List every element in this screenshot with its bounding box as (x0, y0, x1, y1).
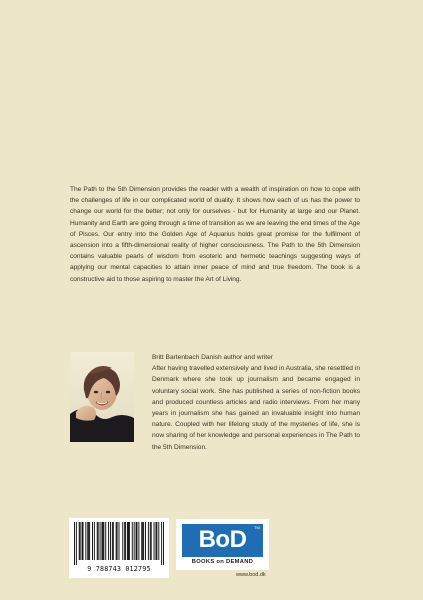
book-description (70, 184, 360, 285)
author-heading: Britt Bartenbach Danish author and writer (152, 354, 273, 361)
bod-logo-text: BoD (198, 526, 247, 553)
bod-tagline: BOOKS on DEMAND (191, 559, 254, 565)
author-bio: After having travelled extensively and lived in Australia, she resettled in Denmark where she took up journalism and became engaged in voluntary social work. She has published a series of non-fiction books and produced countless articles and radio interviews. From her many years in journalism she has gained an invaluable insight into human nature. Coupled with her lifelong study of the mysteries of life, she is now sharing of her knowledge and personal experiences in The Path to the 5th Dimension. (152, 365, 360, 451)
bod-trademark: TM (254, 525, 260, 530)
author-bio-section (152, 352, 360, 453)
description-paragraph: The Path to the 5th Dimension provides the reader with a wealth of inspiration on how to cope with the challenges of life in our complicated world of duality. It shows how each of us has the power to change our world for the better; not only for ourselves - but for Humanity at large and our Planet. Humanity and Earth are going through a time of transition as we are leaving the end times of the Age of Pisces. Our entry into the Golden Age of Aquarius holds great promise for the fulfilment of ascension into a fifth-dimensional reality of higher consciousness. The Path to the 5th Dimension contains valuable pearls of wisdom from esoteric and hermetic teachings suggesting ways of applying our mental capacities to attain inner peace of mind and true freedom. The book is a constructive aid to those aspiring to master the Art of Living. (70, 186, 360, 283)
author-portrait-image (70, 352, 134, 442)
author-photo (70, 352, 134, 442)
bod-logo-mark (182, 524, 263, 557)
isbn-barcode (69, 518, 169, 578)
barcode-bars (74, 522, 164, 565)
publisher-website: www.bod.dk (236, 572, 266, 578)
barcode-digits: 9 788743 012795 (87, 565, 151, 573)
bod-publisher-logo (176, 519, 269, 570)
